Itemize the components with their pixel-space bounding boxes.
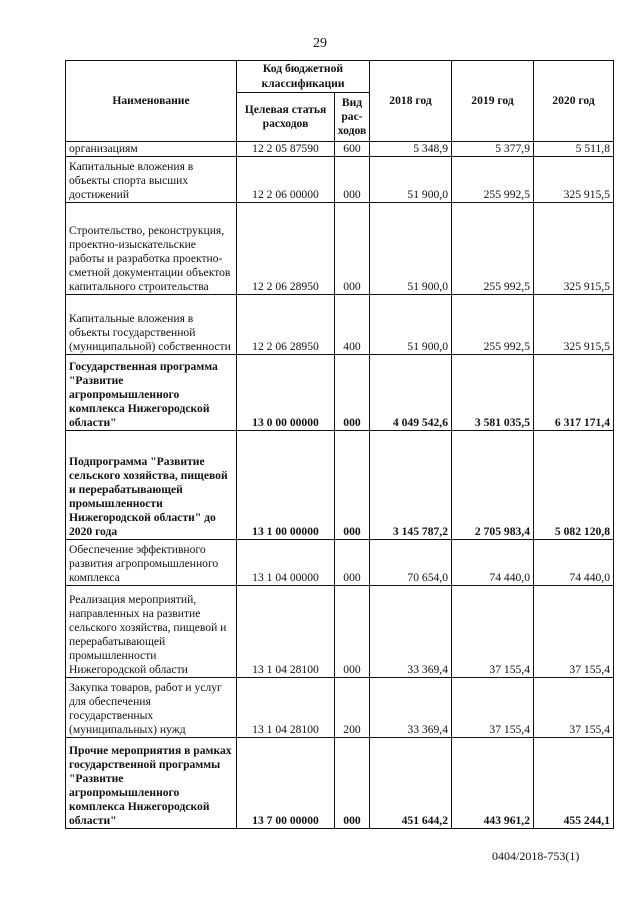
row-amount-2019: 37 155,4 xyxy=(452,678,534,738)
header-name: Наименование xyxy=(66,61,237,142)
row-name: Прочие мероприятия в рамках государственной программы "Развитие агропромышленного комплекса Нижегородской области" xyxy=(66,738,237,829)
row-expense-type: 000 xyxy=(335,355,370,431)
table-row xyxy=(66,295,614,355)
row-target-article: 13 0 00 00000 xyxy=(237,355,335,431)
row-name: Капитальные вложения в объекты государственной (муниципальной) собственности xyxy=(66,295,237,355)
row-amount-2020: 5 082 120,8 xyxy=(534,431,614,540)
row-amount-2018: 4 049 542,6 xyxy=(370,355,452,431)
row-name: Подпрограмма "Развитие сельского хозяйства, пищевой и перерабатывающей промышленности Нижегородской области" до 2020 года xyxy=(66,431,237,540)
row-expense-type: 200 xyxy=(335,678,370,738)
header-expense-type: Вид рас-ходов xyxy=(335,93,370,142)
row-target-article: 13 1 00 00000 xyxy=(237,431,335,540)
header-year-2018: 2018 год xyxy=(370,61,452,142)
table-row xyxy=(66,540,614,586)
row-amount-2018: 70 654,0 xyxy=(370,540,452,586)
row-amount-2019: 2 705 983,4 xyxy=(452,431,534,540)
row-target-article: 12 2 06 28950 xyxy=(237,295,335,355)
row-expense-type: 000 xyxy=(335,203,370,295)
table-row xyxy=(66,355,614,431)
row-name: Капитальные вложения в объекты спорта высших достижений xyxy=(66,157,237,203)
row-amount-2018: 33 369,4 xyxy=(370,586,452,678)
row-name: Обеспечение эффективного развития агропромышленного комплекса xyxy=(66,540,237,586)
row-target-article: 12 2 06 28950 xyxy=(237,203,335,295)
row-target-article: 12 2 06 00000 xyxy=(237,157,335,203)
row-amount-2018: 3 145 787,2 xyxy=(370,431,452,540)
row-amount-2020: 37 155,4 xyxy=(534,678,614,738)
page-number: 29 xyxy=(313,36,327,51)
header-year-2020: 2020 год xyxy=(534,61,614,142)
row-amount-2019: 255 992,5 xyxy=(452,295,534,355)
table-row xyxy=(66,157,614,203)
row-amount-2019: 74 440,0 xyxy=(452,540,534,586)
row-amount-2020: 37 155,4 xyxy=(534,586,614,678)
row-name: Реализация мероприятий, направленных на развитие сельского хозяйства, пищевой и перерабатывающей промышленности Нижегородской области xyxy=(66,586,237,678)
row-expense-type: 000 xyxy=(335,157,370,203)
row-amount-2020: 5 511,8 xyxy=(534,142,614,157)
row-expense-type: 000 xyxy=(335,738,370,829)
row-name: Строительство, реконструкция, проектно-изыскательские работы и разработка проектно-сметной документации объектов капитального строительства xyxy=(66,203,237,295)
row-amount-2020: 325 915,5 xyxy=(534,157,614,203)
row-target-article: 13 7 00 00000 xyxy=(237,738,335,829)
table-row xyxy=(66,678,614,738)
header-year-2019: 2019 год xyxy=(452,61,534,142)
row-amount-2020: 74 440,0 xyxy=(534,540,614,586)
header-target-article: Целевая статья расходов xyxy=(237,93,335,142)
row-amount-2018: 51 900,0 xyxy=(370,157,452,203)
row-amount-2018: 5 348,9 xyxy=(370,142,452,157)
table-row xyxy=(66,203,614,295)
row-amount-2018: 33 369,4 xyxy=(370,678,452,738)
table-body xyxy=(66,142,614,829)
row-amount-2020: 325 915,5 xyxy=(534,203,614,295)
row-amount-2019: 255 992,5 xyxy=(452,203,534,295)
table-row xyxy=(66,738,614,829)
row-amount-2020: 455 244,1 xyxy=(534,738,614,829)
header-budget-code: Код бюджетной классификации xyxy=(237,61,370,93)
row-target-article: 13 1 04 00000 xyxy=(237,540,335,586)
budget-table xyxy=(65,60,614,829)
row-expense-type: 000 xyxy=(335,586,370,678)
row-amount-2020: 6 317 171,4 xyxy=(534,355,614,431)
row-amount-2020: 325 915,5 xyxy=(534,295,614,355)
row-amount-2019: 443 961,2 xyxy=(452,738,534,829)
row-name: Закупка товаров, работ и услуг для обеспечения государственных (муниципальных) нужд xyxy=(66,678,237,738)
row-name: организациям xyxy=(66,142,237,157)
row-expense-type: 000 xyxy=(335,540,370,586)
table-row xyxy=(66,142,614,157)
row-target-article: 13 1 04 28100 xyxy=(237,586,335,678)
row-amount-2019: 37 155,4 xyxy=(452,586,534,678)
row-target-article: 13 1 04 28100 xyxy=(237,678,335,738)
table-row xyxy=(66,431,614,540)
row-amount-2019: 255 992,5 xyxy=(452,157,534,203)
row-expense-type: 000 xyxy=(335,431,370,540)
document-code: 0404/2018-753(1) xyxy=(492,849,580,863)
row-amount-2018: 51 900,0 xyxy=(370,295,452,355)
row-amount-2018: 451 644,2 xyxy=(370,738,452,829)
row-amount-2019: 3 581 035,5 xyxy=(452,355,534,431)
row-expense-type: 400 xyxy=(335,295,370,355)
row-target-article: 12 2 05 87590 xyxy=(237,142,335,157)
row-expense-type: 600 xyxy=(335,142,370,157)
row-amount-2019: 5 377,9 xyxy=(452,142,534,157)
row-amount-2018: 51 900,0 xyxy=(370,203,452,295)
row-name: Государственная программа "Развитие агропромышленного комплекса Нижегородской области" xyxy=(66,355,237,431)
table-row xyxy=(66,586,614,678)
